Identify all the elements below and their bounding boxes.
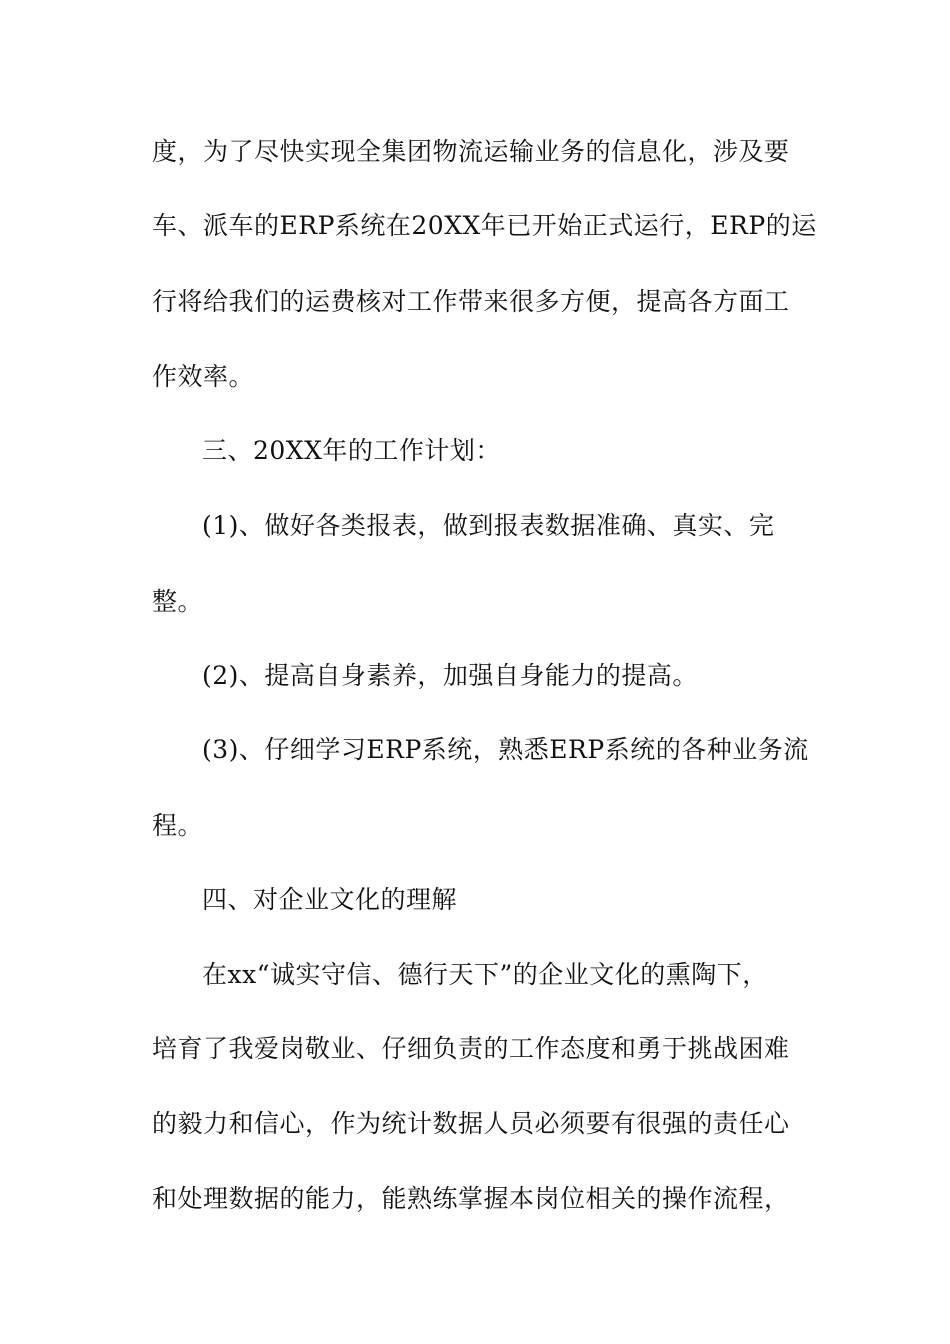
paragraph-line: 培育了我爱岗敬业、仔细负责的工作态度和勇于挑战困难 [152, 1034, 790, 1063]
paragraph-line: 车、派车的ERP系统在20XX年已开始正式运行，ERP的运 [152, 211, 817, 240]
paragraph-line: 度，为了尽快实现全集团物流运输业务的信息化，涉及要 [152, 137, 790, 166]
paragraph-line: 和处理数据的能力，能熟练掌握本岗位相关的操作流程， [152, 1184, 790, 1213]
paragraph-line: 的毅力和信心，作为统计数据人员必须要有很强的责任心 [152, 1109, 790, 1138]
list-item: (3)、仔细学习ERP系统，熟悉ERP系统的各种业务流 [202, 735, 809, 764]
paragraph-line: 在xx“诚实守信、德行天下”的企业文化的熏陶下， [202, 960, 768, 989]
section-heading: 四、对企业文化的理解 [202, 885, 458, 914]
list-item: (2)、提高自身素养，加强自身能力的提高。 [202, 661, 698, 690]
paragraph-line: 作效率。 [152, 362, 255, 391]
list-item: (1)、做好各类报表，做到报表数据准确、真实、完 [202, 511, 775, 540]
paragraph-line: 程。 [152, 811, 204, 840]
paragraph-line: 整。 [152, 587, 204, 616]
section-heading: 三、20XX年的工作计划： [202, 436, 501, 465]
paragraph-line: 行将给我们的运费核对工作带来很多方便，提高各方面工 [152, 287, 790, 316]
